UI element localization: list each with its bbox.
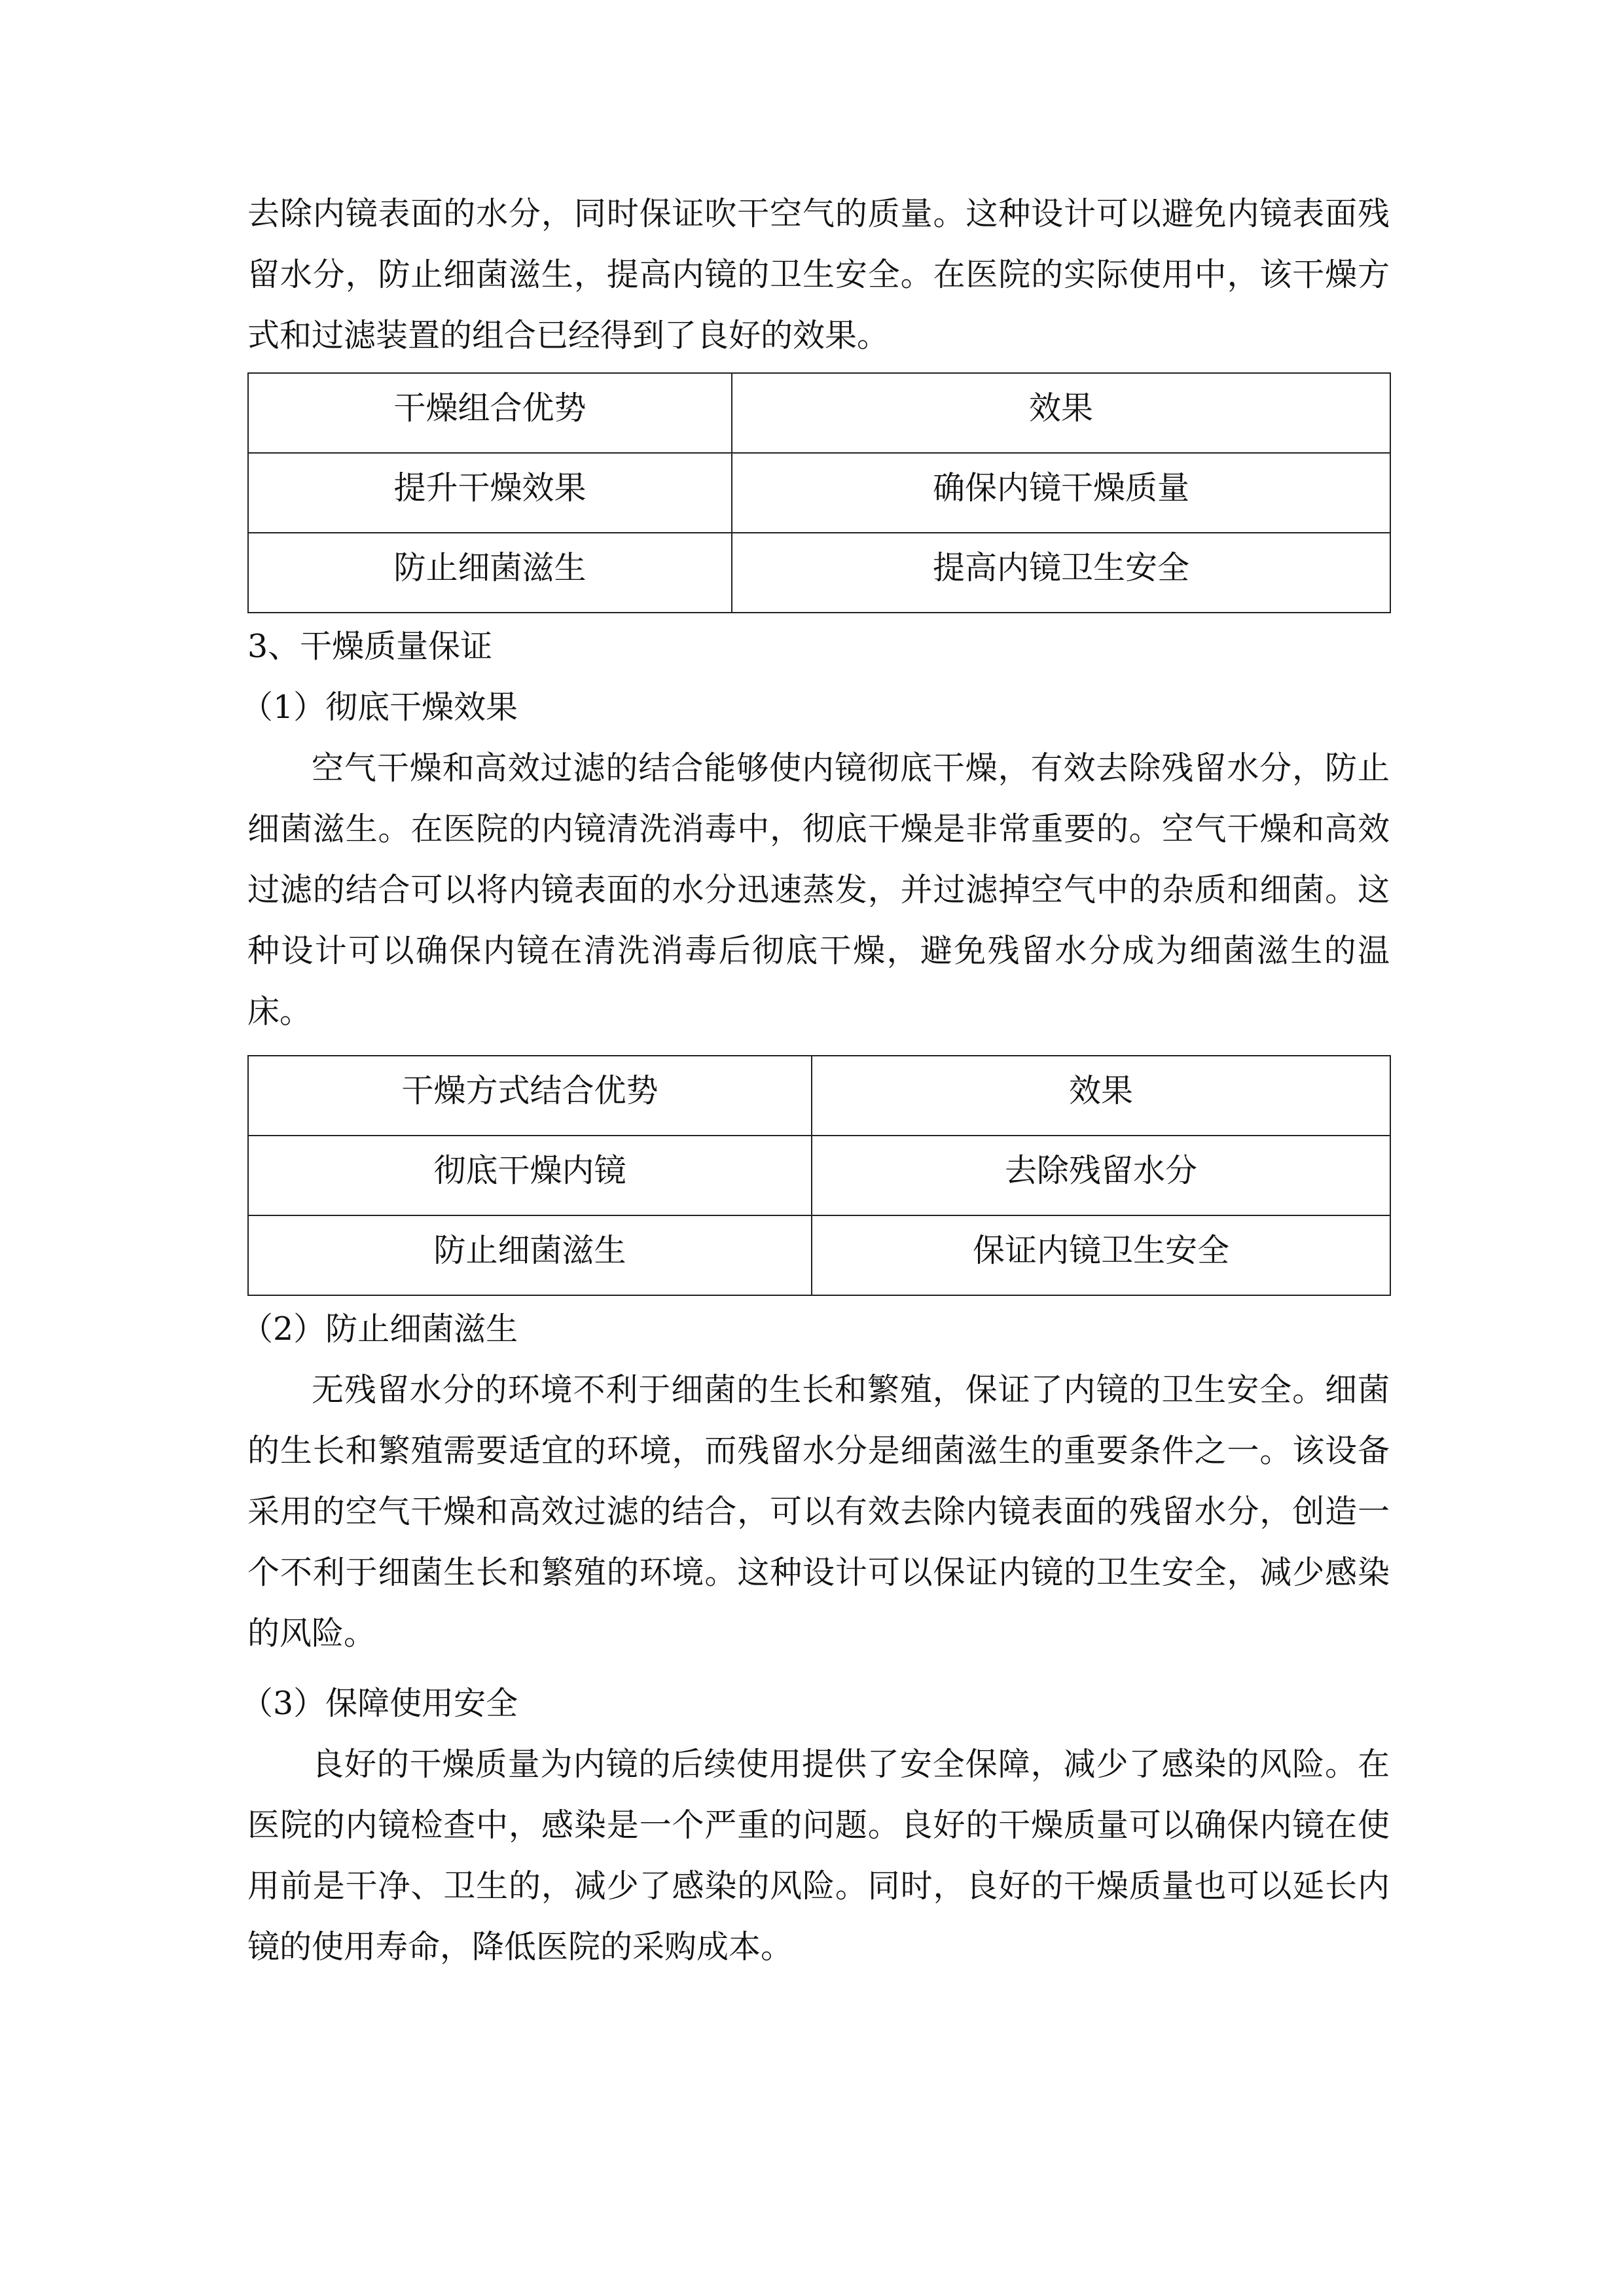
table-header-cell: 效果 bbox=[812, 1056, 1390, 1136]
table-header-row bbox=[248, 1056, 1390, 1136]
table-header-row bbox=[248, 373, 1390, 453]
subsection-paragraph: 无残留水分的环境不利于细菌的生长和繁殖，保证了内镜的卫生安全。细菌的生长和繁殖需要适宜的环境，而残留水分是细菌滋生的重要条件之一。该设备采用的空气干燥和高效过滤的结合，可以有效去除内镜表面的残留水分，创造一个不利于细菌生长和繁殖的环境。这种设计可以保证内镜的卫生安全，减少感染的风险。 bbox=[247, 1371, 1390, 1652]
table-header-cell: 干燥方式结合优势 bbox=[248, 1056, 812, 1136]
table-row bbox=[248, 1215, 1390, 1295]
subsection-paragraph: 空气干燥和高效过滤的结合能够使内镜彻底干燥，有效去除残留水分，防止细菌滋生。在医院的内镜清洗消毒中，彻底干燥是非常重要的。空气干燥和高效过滤的结合可以将内镜表面的水分迅速蒸发，并过滤掉空气中的杂质和细菌。这种设计可以确保内镜在清洗消毒后彻底干燥，避免残留水分成为细菌滋生的温床。 bbox=[247, 749, 1390, 1030]
table-header-cell: 效果 bbox=[732, 373, 1390, 453]
table-cell: 保证内镜卫生安全 bbox=[812, 1215, 1390, 1295]
table-cell: 彻底干燥内镜 bbox=[248, 1136, 812, 1215]
subsection-heading: （1）彻底干燥效果 bbox=[241, 689, 518, 726]
spacer bbox=[247, 1664, 1390, 1673]
table-row bbox=[248, 1136, 1390, 1215]
table-row bbox=[248, 533, 1390, 613]
intro-paragraph: 去除内镜表面的水分，同时保证吹干空气的质量。这种设计可以避免内镜表面残留水分，防止细菌滋生，提高内镜的卫生安全。在医院的实际使用中，该干燥方式和过滤装置的组合已经得到了良好的效果。 bbox=[247, 195, 1390, 354]
drying-combination-table bbox=[247, 372, 1391, 613]
section-heading: 3、干燥质量保证 bbox=[247, 628, 493, 665]
document-page bbox=[241, 183, 1390, 1977]
table-cell: 确保内镜干燥质量 bbox=[732, 453, 1390, 533]
drying-method-table bbox=[247, 1055, 1391, 1296]
subsection-paragraph: 良好的干燥质量为内镜的后续使用提供了安全保障，减少了感染的风险。在医院的内镜检查中，感染是一个严重的问题。良好的干燥质量可以确保内镜在使用前是干净、卫生的，减少了感染的风险。同时，良好的干燥质量也可以延长内镜的使用寿命，降低医院的采购成本。 bbox=[247, 1746, 1390, 1965]
subsection-heading: （3）保障使用安全 bbox=[241, 1685, 518, 1722]
table-header-cell: 干燥组合优势 bbox=[248, 373, 732, 453]
table-cell: 防止细菌滋生 bbox=[248, 533, 732, 613]
table-cell: 防止细菌滋生 bbox=[248, 1215, 812, 1295]
table-cell: 提升干燥效果 bbox=[248, 453, 732, 533]
subsection-heading: （2）防止细菌滋生 bbox=[241, 1310, 518, 1348]
table-cell: 去除残留水分 bbox=[812, 1136, 1390, 1215]
table-cell: 提高内镜卫生安全 bbox=[732, 533, 1390, 613]
table-row bbox=[248, 453, 1390, 533]
